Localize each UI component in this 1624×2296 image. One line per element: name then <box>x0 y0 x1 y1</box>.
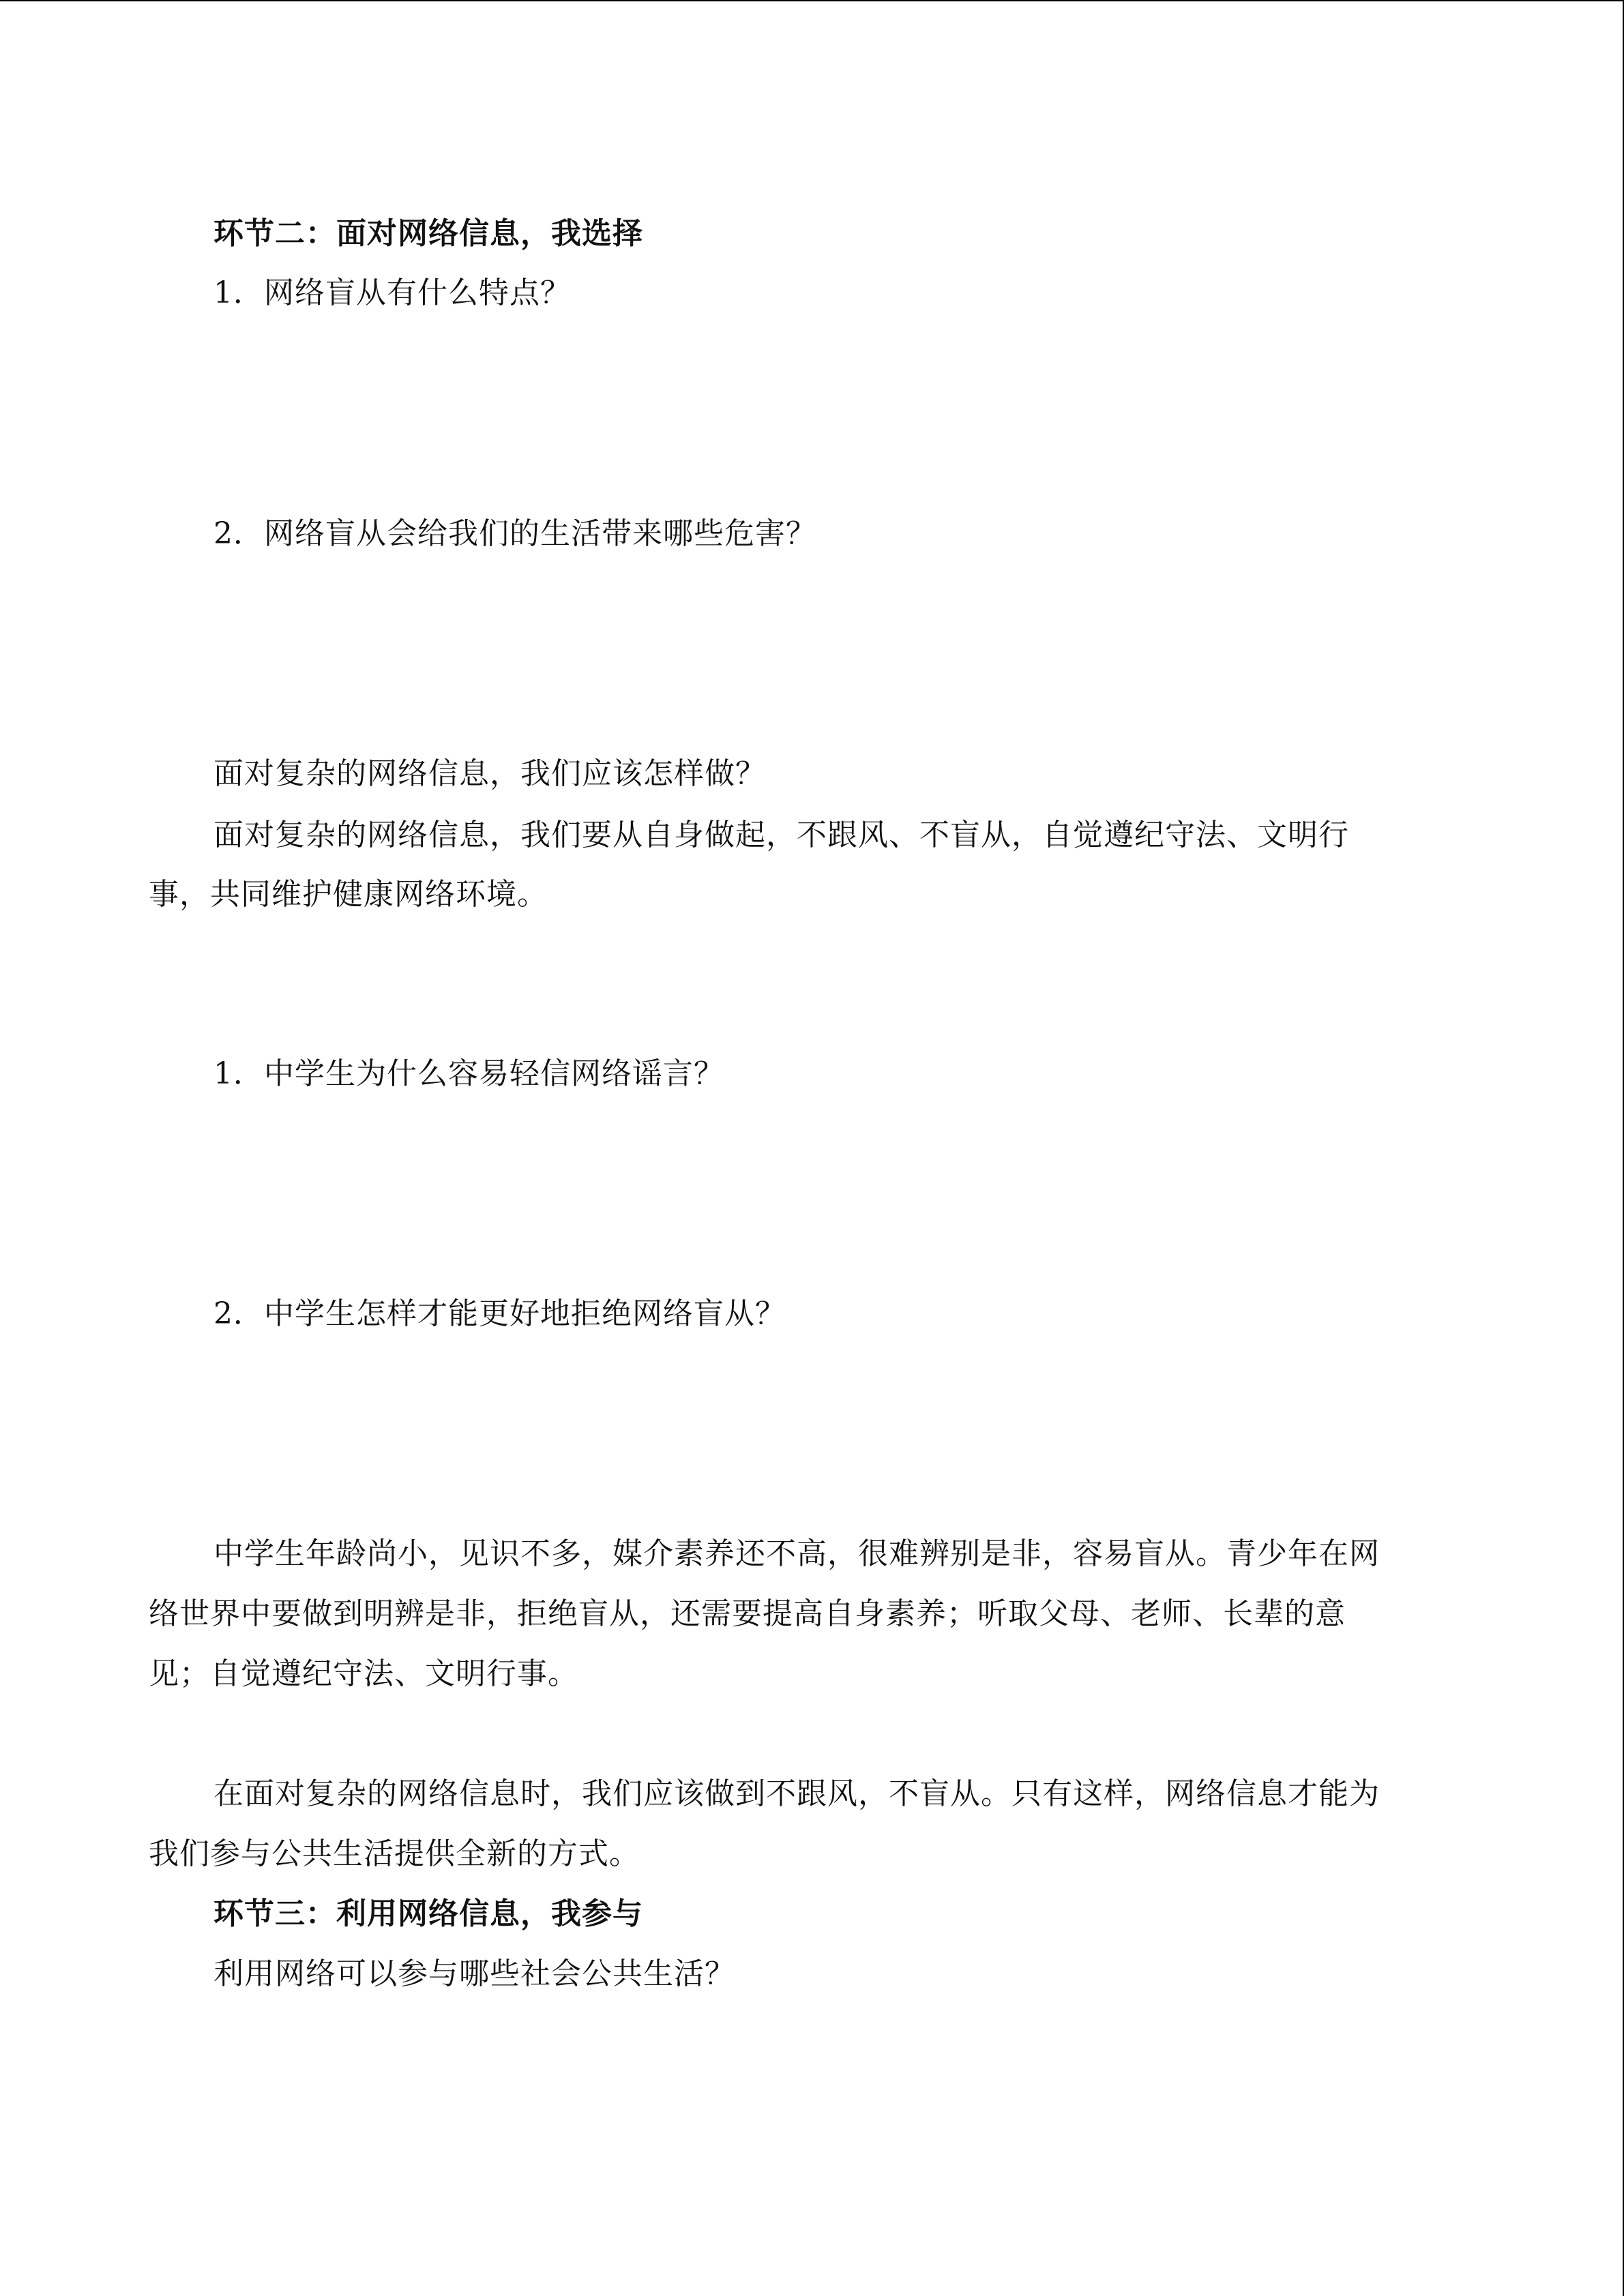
answer-line-2: 事，共同维护健康网络环境。 <box>149 877 548 912</box>
paragraph-1-line-3: 见；自觉遵纪守法、文明行事。 <box>149 1656 578 1691</box>
paragraph-2-line-2: 我们参与公共生活提供全新的方式。 <box>149 1836 640 1871</box>
question-1: 1．网络盲从有什么特点？ <box>213 275 571 310</box>
question-4: 2．中学生怎样才能更好地拒绝网络盲从？ <box>213 1296 786 1331</box>
question-2: 2．网络盲从会给我们的生活带来哪些危害？ <box>213 516 816 551</box>
section-3-heading: 环节三：利用网络信息，我参与 <box>213 1896 643 1931</box>
section-2-heading: 环节二：面对网络信息，我选择 <box>213 216 643 251</box>
main-question: 面对复杂的网络信息，我们应该怎样做？ <box>213 756 766 791</box>
paragraph-1-line-2: 络世界中要做到明辨是非，拒绝盲从，还需要提高自身素养；听取父母、老师、长辈的意 <box>149 1596 1346 1631</box>
paragraph-1-line-1: 中学生年龄尚小，见识不多，媒介素养还不高，很难辨别是非，容易盲从。青少年在网 <box>213 1536 1380 1571</box>
section-3-question: 利用网络可以参与哪些社会公共生活？ <box>213 1956 735 1991</box>
question-3: 1．中学生为什么容易轻信网络谣言？ <box>213 1056 724 1091</box>
paragraph-2-line-1: 在面对复杂的网络信息时，我们应该做到不跟风，不盲从。只有这样，网络信息才能为 <box>213 1776 1380 1811</box>
answer-line-1: 面对复杂的网络信息，我们要从自身做起，不跟风、不盲从，自觉遵纪守法、文明行 <box>213 818 1349 852</box>
